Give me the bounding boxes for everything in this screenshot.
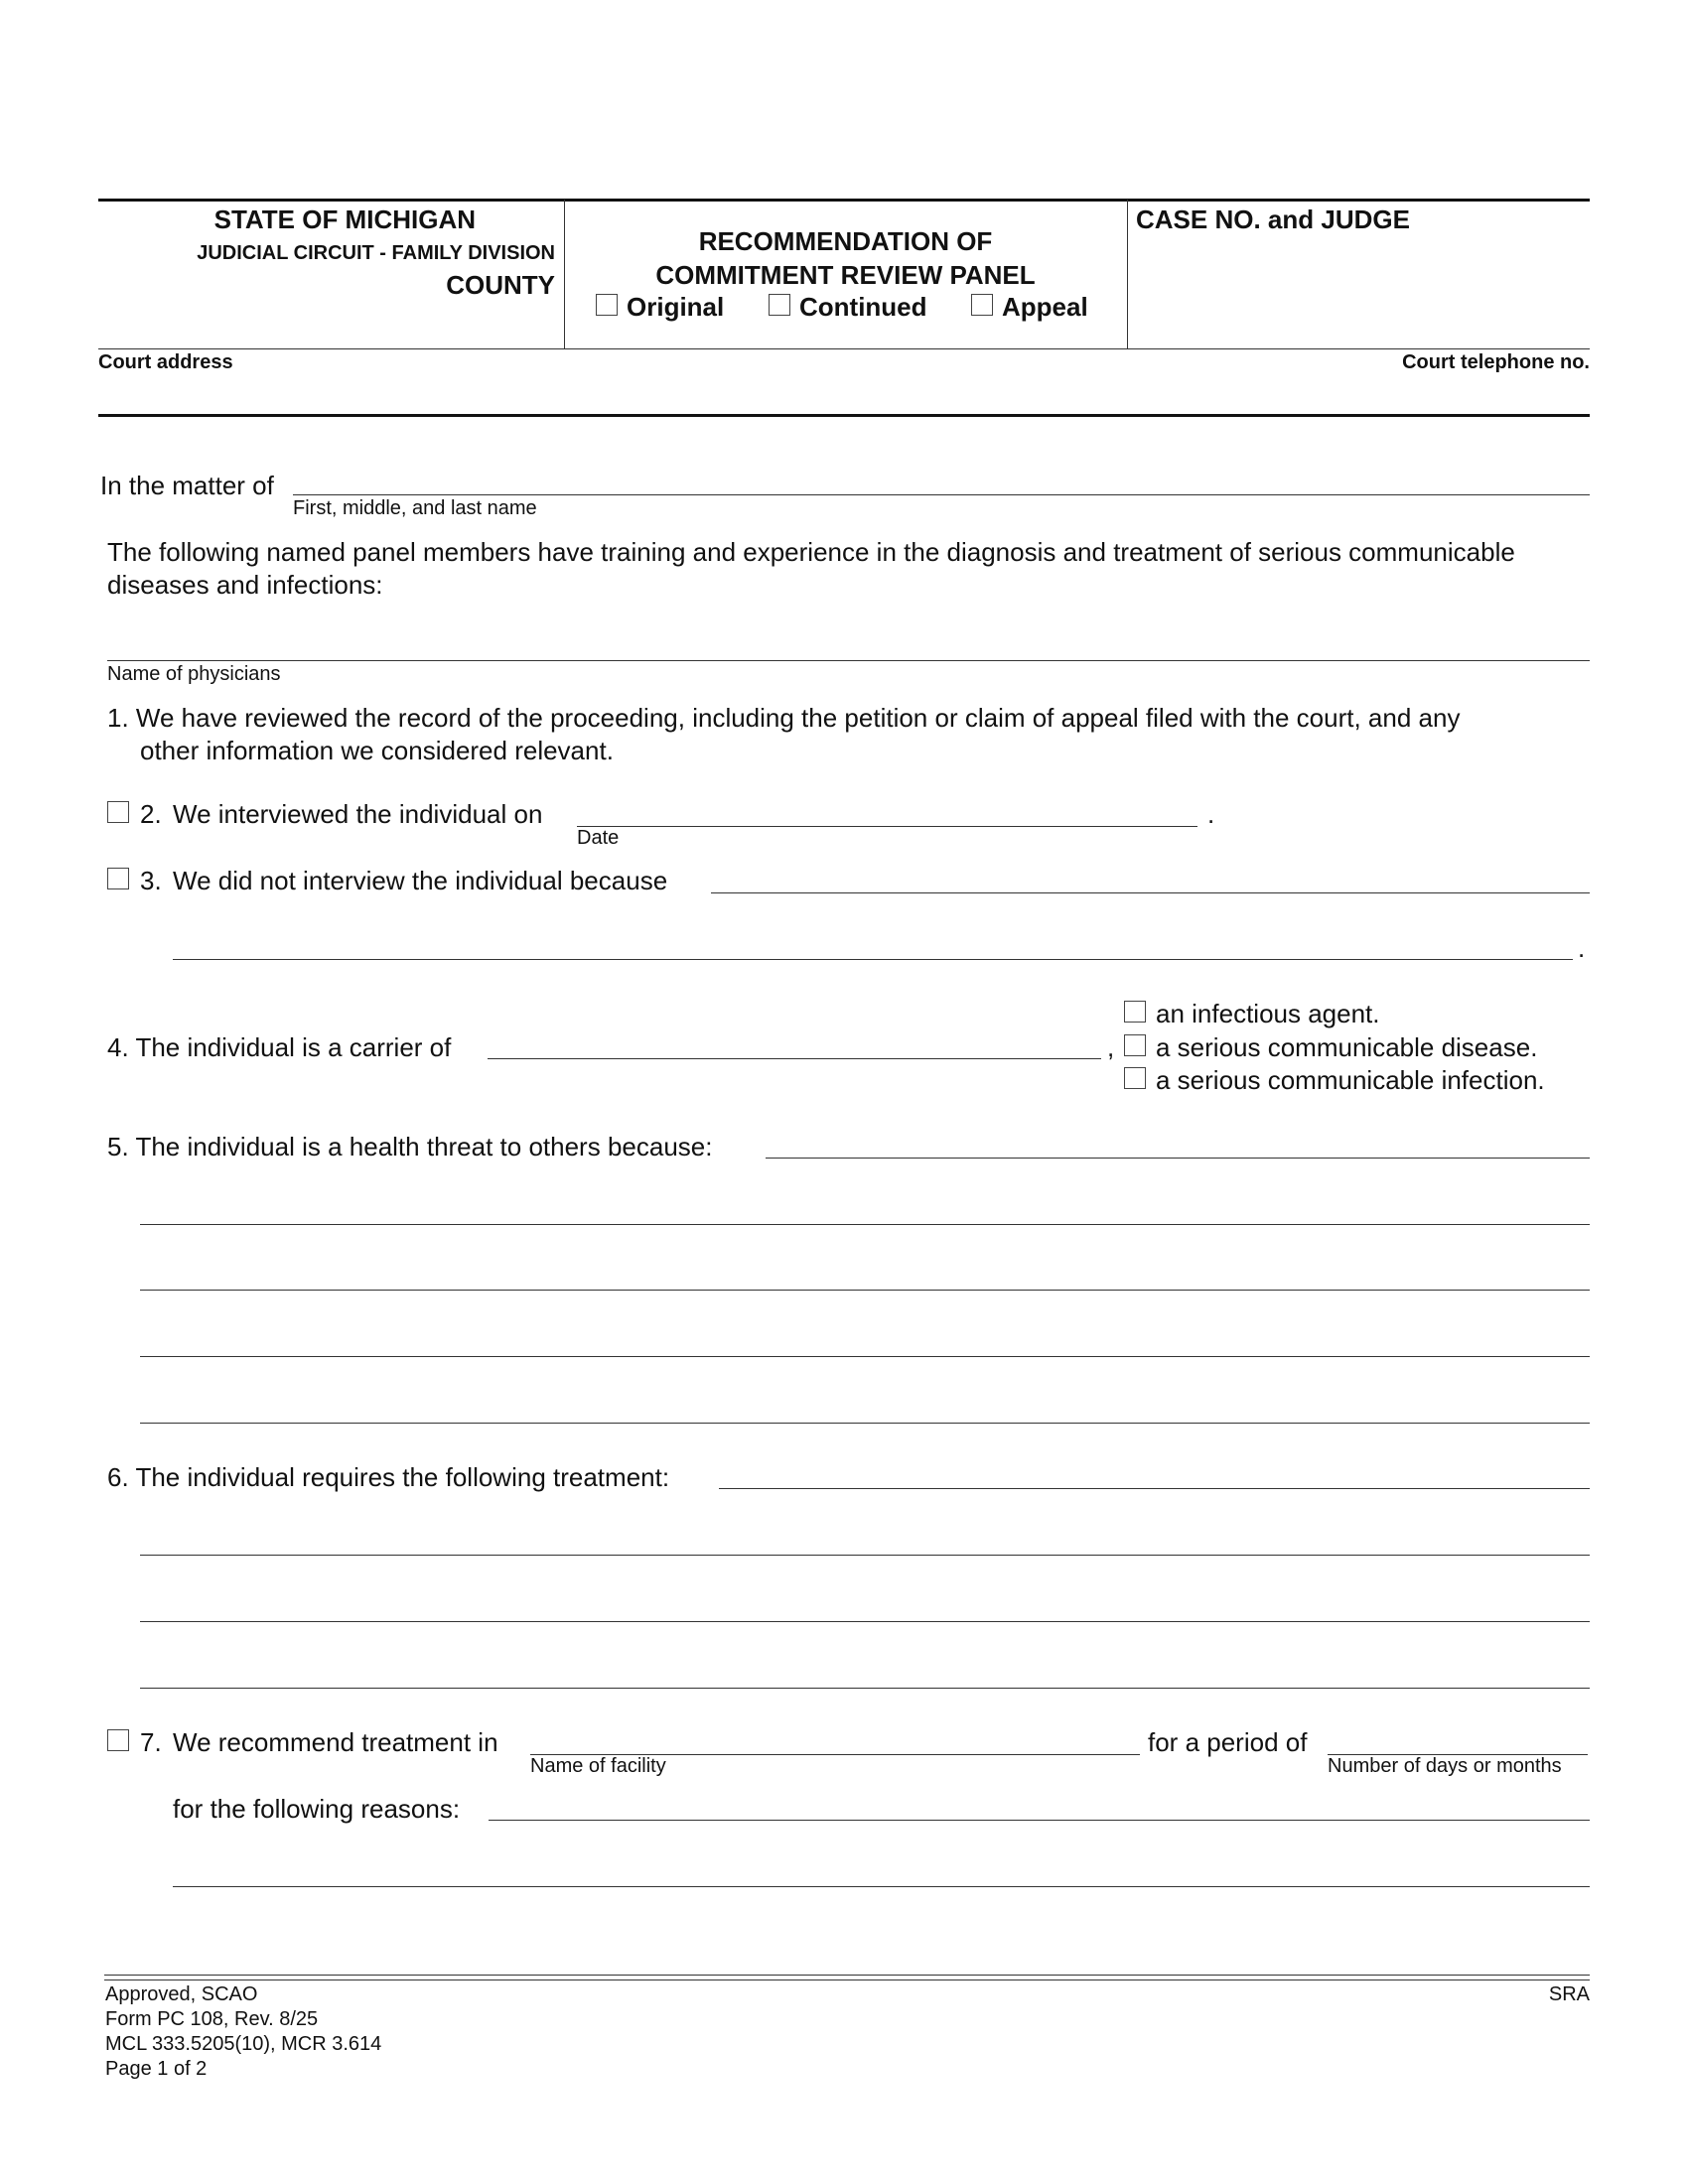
infectious-agent-label: an infectious agent. [1156, 999, 1380, 1028]
item2-number: 2. [140, 799, 162, 829]
treatment-line-4[interactable] [140, 1688, 1590, 1689]
footer-rule-1 [104, 1975, 1590, 1976]
health-threat-line-2[interactable] [140, 1224, 1590, 1225]
item4-text: 4. The individual is a carrier of [107, 1032, 452, 1062]
infectious-agent-checkbox[interactable] [1124, 1001, 1146, 1023]
intro-line1: The following named panel members have training and experience in the diagnosis and treatment of serious communicable [107, 537, 1515, 567]
item2-period: . [1207, 799, 1215, 829]
health-threat-line-4[interactable] [140, 1356, 1590, 1357]
period-caption: Number of days or months [1328, 1755, 1562, 1777]
item3-checkbox[interactable] [107, 868, 129, 889]
item7-text: We recommend treatment in [173, 1727, 498, 1757]
communicable-disease-label: a serious communicable disease. [1156, 1032, 1538, 1062]
reasons-label: for the following reasons: [173, 1794, 461, 1824]
item1-line1: 1. We have reviewed the record of the proceeding, including the petition or claim of appeal filed with the court, and any [107, 703, 1461, 733]
continued-label: Continued [799, 292, 927, 322]
no-interview-reason-line-1[interactable] [711, 892, 1590, 893]
form-title-line2: COMMITMENT REVIEW PANEL [655, 260, 1036, 290]
footer-approved: Approved, SCAO [105, 1983, 258, 2005]
original-label: Original [627, 292, 725, 322]
header-divider-2 [1127, 200, 1128, 348]
matter-name-caption: First, middle, and last name [293, 497, 537, 519]
health-threat-line-5[interactable] [140, 1423, 1590, 1424]
case-no-label: CASE NO. and JUDGE [1136, 205, 1410, 234]
state-label: STATE OF MICHIGAN [213, 205, 476, 234]
communicable-infection-label: a serious communicable infection. [1156, 1065, 1545, 1095]
continued-checkbox[interactable] [769, 294, 790, 316]
interview-date-line[interactable] [577, 826, 1197, 827]
interview-date-caption: Date [577, 827, 620, 849]
item1-line2: other information we considered relevant. [140, 736, 614, 765]
health-threat-line-3[interactable] [140, 1290, 1590, 1291]
physicians-caption: Name of physicians [107, 663, 281, 685]
county-label: COUNTY [446, 270, 555, 300]
facility-caption: Name of facility [530, 1755, 666, 1777]
footer-rule-2 [104, 1979, 1590, 1980]
court-info-rule [98, 414, 1590, 417]
item3-number: 3. [140, 866, 162, 895]
footer-page: Page 1 of 2 [105, 2058, 208, 2080]
treatment-line-2[interactable] [140, 1555, 1590, 1556]
header-divider-1 [564, 200, 565, 348]
header-top-rule [98, 199, 1590, 202]
item5-text: 5. The individual is a health threat to others because: [107, 1132, 713, 1161]
communicable-infection-checkbox[interactable] [1124, 1067, 1146, 1089]
item2-checkbox[interactable] [107, 801, 129, 823]
item7-checkbox[interactable] [107, 1729, 129, 1751]
form-title-line1: RECOMMENDATION OF [698, 226, 993, 256]
court-address-label: Court address [98, 351, 233, 373]
appeal-checkbox[interactable] [971, 294, 993, 316]
court-phone-label: Court telephone no. [1402, 351, 1590, 373]
item2-text: We interviewed the individual on [173, 799, 543, 829]
period-label: for a period of [1148, 1727, 1308, 1757]
original-checkbox[interactable] [596, 294, 618, 316]
footer-code: SRA [1548, 1983, 1590, 2005]
item6-text: 6. The individual requires the following treatment: [107, 1462, 670, 1492]
circuit-label: JUDICIAL CIRCUIT - FAMILY DIVISION [197, 242, 555, 264]
item3-text: We did not interview the individual because [173, 866, 668, 895]
carrier-of-line[interactable] [488, 1058, 1101, 1059]
appeal-label: Appeal [1002, 292, 1088, 322]
health-threat-line-1[interactable] [766, 1158, 1590, 1159]
intro-line2: diseases and infections: [107, 570, 383, 600]
treatment-line-1[interactable] [719, 1488, 1590, 1489]
item3-period: . [1578, 933, 1586, 963]
header-bottom-rule [98, 348, 1590, 349]
treatment-line-3[interactable] [140, 1621, 1590, 1622]
footer-statute: MCL 333.5205(10), MCR 3.614 [105, 2033, 382, 2055]
footer-form-number: Form PC 108, Rev. 8/25 [105, 2008, 319, 2030]
reasons-line-1[interactable] [489, 1820, 1590, 1821]
matter-name-line[interactable] [293, 494, 1590, 495]
no-interview-reason-line-2[interactable] [173, 959, 1573, 960]
matter-label: In the matter of [100, 471, 274, 500]
reasons-line-2[interactable] [173, 1886, 1590, 1887]
physicians-line[interactable] [107, 660, 1590, 661]
item7-number: 7. [140, 1727, 162, 1757]
communicable-disease-checkbox[interactable] [1124, 1034, 1146, 1056]
item4-comma: , [1107, 1032, 1115, 1062]
